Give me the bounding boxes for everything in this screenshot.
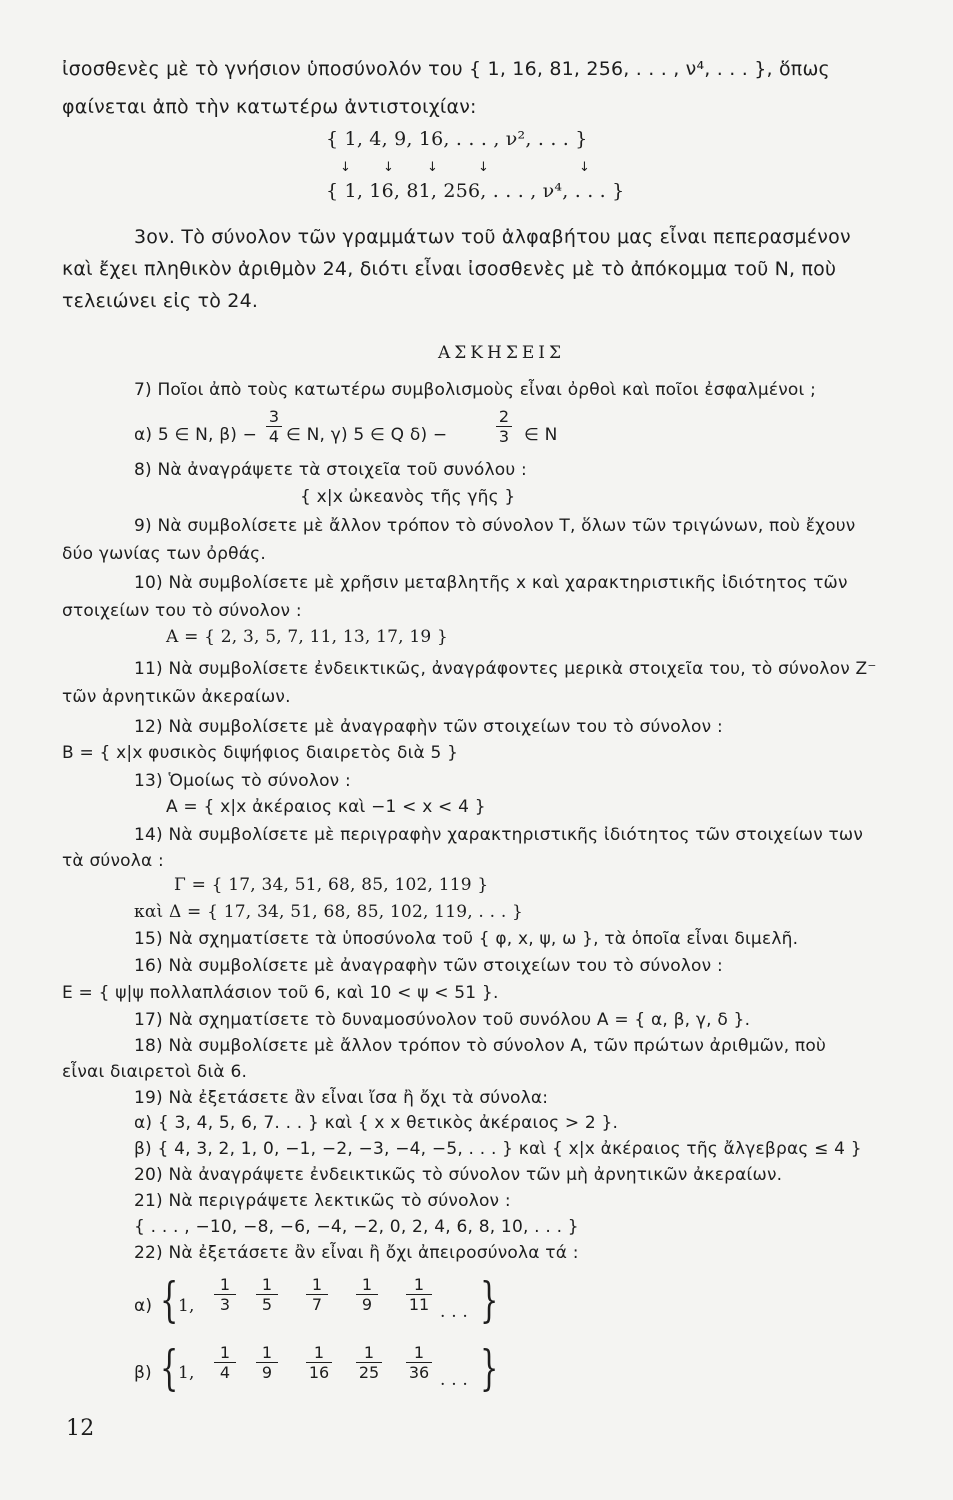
left-brace: { [160, 1340, 179, 1396]
exercise-21-question: 21) Νὰ περιγράψετε λεκτικῶς τὸ σύνολον : [134, 1191, 511, 1211]
exercise-18-line-2: εἶναι διαιρετοὶ διὰ 6. [62, 1062, 248, 1082]
fraction-numerator: 1 [219, 1343, 231, 1362]
fraction-denominator: 3 [219, 1295, 231, 1314]
right-brace: } [480, 1340, 499, 1396]
exercise-18-line-1: 18) Νὰ συμβολίσετε μὲ ἄλλον τρόπον τὸ σύνολον Α, τῶν πρώτων ἀριθμῶν, ποὺ [134, 1036, 827, 1056]
exercise-7-question: 7) Ποῖοι ἀπὸ τοὺς κατωτέρω συμβολισμοὺς εἶναι ὀρθοὶ καὶ ποῖοι ἐσφαλμένοι ; [134, 380, 816, 400]
fraction-denominator: 36 [408, 1363, 430, 1382]
fraction-numerator: 1 [261, 1275, 273, 1294]
fraction-denominator: 9 [261, 1363, 273, 1382]
fraction [214, 1276, 236, 1313]
exercise-16-line-2: Ε = { ψ|ψ πολλαπλάσιον τοῦ 6, καὶ 10 < ψ < 51 }. [62, 983, 499, 1003]
exercises-title: ΑΣΚΗΣΕΙΣ [438, 343, 565, 363]
exercise-19-a: α) { 3, 4, 5, 6, 7. . . } καὶ { x x θετικὸς ἀκέραιος > 2 }. [134, 1113, 619, 1133]
exercise-7-a-start: α) 5 ∈ Ν, β) − [134, 425, 258, 445]
exercise-16-line-1: 16) Νὰ συμβολίσετε μὲ ἀναγραφὴν τῶν στοιχείων του τὸ σύνολον : [134, 956, 723, 976]
fraction [356, 1344, 382, 1381]
fraction-numerator: 2 [498, 407, 510, 426]
fraction-denominator: 9 [361, 1295, 373, 1314]
fraction-denominator: 5 [261, 1295, 273, 1314]
left-brace: { [160, 1272, 179, 1328]
exercise-22-b-tail: . . . [440, 1370, 469, 1390]
arrow-down-icon: ↓ [340, 160, 351, 175]
fraction-numerator: 1 [413, 1343, 425, 1362]
exercise-10-line-2: στοιχείων του τὸ σύνολον : [62, 601, 302, 621]
exercise-22-question: 22) Νὰ ἐξετάσετε ἂν εἶναι ἢ ὄχι ἀπειροσύνολα τά : [134, 1243, 579, 1263]
fraction-denominator: 7 [311, 1295, 323, 1314]
exercise-19-question: 19) Νὰ ἐξετάσετε ἂν εἶναι ἴσα ἢ ὄχι τὰ σύνολα: [134, 1088, 549, 1108]
fraction [406, 1344, 432, 1381]
exercise-22-b-label: β) [134, 1363, 152, 1383]
set-squares: { 1, 4, 9, 16, . . . , ν², . . . } [326, 128, 588, 150]
exercise-7-a-end: ∈ Ν [524, 425, 558, 445]
third-line-2: καὶ ἔχει πληθικὸν ἀριθμὸν 24, διότι εἶναι ἰσοσθενὲς μὲ τὸ ἀπόκομμα τοῦ Ν, ποὺ [62, 258, 837, 280]
exercise-22-b-first: 1, [178, 1363, 195, 1383]
arrow-down-icon: ↓ [478, 160, 489, 175]
arrow-down-icon: ↓ [383, 160, 394, 175]
intro-line-2: φαίνεται ἀπὸ τὴν κατωτέρω ἀντιστοιχίαν: [62, 96, 477, 118]
fraction-denominator: 4 [219, 1363, 231, 1382]
exercise-12-line-2: Β = { x|x φυσικὸς διψήφιος διαιρετὸς διὰ 5 } [62, 743, 459, 763]
exercise-7-a-mid: ∈ Ν, γ) 5 ∈ Q δ) − [286, 425, 448, 445]
exercise-15-question: 15) Νὰ σχηματίσετε τὰ ὑποσύνολα τοῦ { φ, x, ψ, ω }, τὰ ὁποῖα εἶναι διμελῆ. [134, 929, 799, 949]
fraction [306, 1344, 332, 1381]
exercise-12-line-1: 12) Νὰ συμβολίσετε μὲ ἀναγραφὴν τῶν στοιχείων του τὸ σύνολον : [134, 717, 723, 737]
fraction-numerator: 1 [219, 1275, 231, 1294]
fraction-3-4 [266, 408, 282, 445]
exercise-9-line-1: 9) Νὰ συμβολίσετε μὲ ἄλλον τρόπον τὸ σύνολον Τ, ὅλων τῶν τριγώνων, ποὺ ἔχουν [134, 516, 856, 536]
exercise-20-question: 20) Νὰ ἀναγράψετε ἐνδεικτικῶς τὸ σύνολον τῶν μὴ ἀρνητικῶν ἀκεραίων. [134, 1165, 783, 1185]
fraction-numerator: 1 [313, 1343, 325, 1362]
exercise-10-set: Α = { 2, 3, 5, 7, 11, 13, 17, 19 } [166, 627, 449, 647]
fraction-denominator: 3 [498, 427, 510, 446]
exercise-22-a-label: α) [134, 1296, 153, 1316]
fraction-denominator: 11 [408, 1295, 430, 1314]
exercise-10-line-1: 10) Νὰ συμβολίσετε μὲ χρῆσιν μεταβλητῆς x καὶ χαρακτηριστικῆς ἰδιότητος τῶν [134, 573, 848, 593]
fraction-2-3 [496, 408, 512, 445]
fraction-numerator: 1 [261, 1343, 273, 1362]
exercise-11-line-1: 11) Νὰ συμβολίσετε ἐνδεικτικῶς, ἀναγράφοντες μερικὰ στοιχεῖα του, τὸ σύνολον Ζ⁻ [134, 659, 877, 679]
arrow-down-icon: ↓ [427, 160, 438, 175]
exercise-22-a-first: 1, [178, 1296, 195, 1316]
fraction-numerator: 1 [311, 1275, 323, 1294]
exercise-9-line-2: δύο γωνίας των ὀρθάς. [62, 544, 266, 564]
set-fourth-powers: { 1, 16, 81, 256, . . . , ν⁴, . . . } [326, 180, 625, 202]
exercise-14-line-2: τὰ σύνολα : [62, 851, 164, 871]
fraction-numerator: 3 [268, 407, 280, 426]
fraction [406, 1276, 432, 1313]
fraction [306, 1276, 328, 1313]
exercise-17-question: 17) Νὰ σχηματίσετε τὸ δυναμοσύνολον τοῦ συνόλου Α = { α, β, γ, δ }. [134, 1010, 751, 1030]
intro-line-1: ἰσοσθενὲς μὲ τὸ γνήσιον ὑποσύνολόν του { 1, 16, 81, 256, . . . , ν⁴, . . . }, ὅπως [62, 58, 830, 80]
fraction-denominator: 4 [268, 427, 280, 446]
exercise-8-set: { x|x ὠκεανὸς τῆς γῆς } [300, 487, 516, 507]
fraction-numerator: 1 [361, 1275, 373, 1294]
fraction-denominator: 25 [358, 1363, 380, 1382]
right-brace: } [480, 1272, 499, 1328]
exercise-22-a-tail: . . . [440, 1302, 469, 1322]
exercise-13-set: Α = { x|x ἀκέραιος καὶ −1 < x < 4 } [166, 797, 486, 817]
third-line-3: τελειώνει εἰς τὸ 24. [62, 290, 259, 312]
fraction [256, 1276, 278, 1313]
third-line-1: 3ον. Τὸ σύνολον τῶν γραμμάτων τοῦ ἀλφαβήτου μας εἶναι πεπερασμένον [134, 226, 851, 248]
fraction [256, 1344, 278, 1381]
fraction-numerator: 1 [363, 1343, 375, 1362]
exercise-21-set: { . . . , −10, −8, −6, −4, −2, 0, 2, 4, 6, 8, 10, . . . } [134, 1217, 579, 1237]
exercise-8-question: 8) Νὰ ἀναγράψετε τὰ στοιχεῖα τοῦ συνόλου : [134, 460, 527, 480]
exercise-14-set-delta: καὶ Δ = { 17, 34, 51, 68, 85, 102, 119, . . . } [134, 902, 524, 922]
fraction-denominator: 16 [308, 1363, 330, 1382]
fraction [356, 1276, 378, 1313]
exercise-13-question: 13) Ὁμοίως τὸ σύνολον : [134, 771, 351, 791]
exercise-19-b: β) { 4, 3, 2, 1, 0, −1, −2, −3, −4, −5, . . . } καὶ { x|x ἀκέραιος τῆς ἄλγεβρας ≤ 4 } [134, 1139, 862, 1159]
arrow-down-icon: ↓ [579, 160, 590, 175]
fraction [214, 1344, 236, 1381]
fraction-numerator: 1 [413, 1275, 425, 1294]
exercise-14-line-1: 14) Νὰ συμβολίσετε μὲ περιγραφὴν χαρακτηριστικῆς ἰδιότητος τῶν στοιχείων των [134, 825, 864, 845]
page-number: 12 [66, 1416, 95, 1441]
exercise-11-line-2: τῶν ἀρνητικῶν ἀκεραίων. [62, 687, 291, 707]
exercise-14-set-gamma: Γ = { 17, 34, 51, 68, 85, 102, 119 } [174, 875, 489, 895]
